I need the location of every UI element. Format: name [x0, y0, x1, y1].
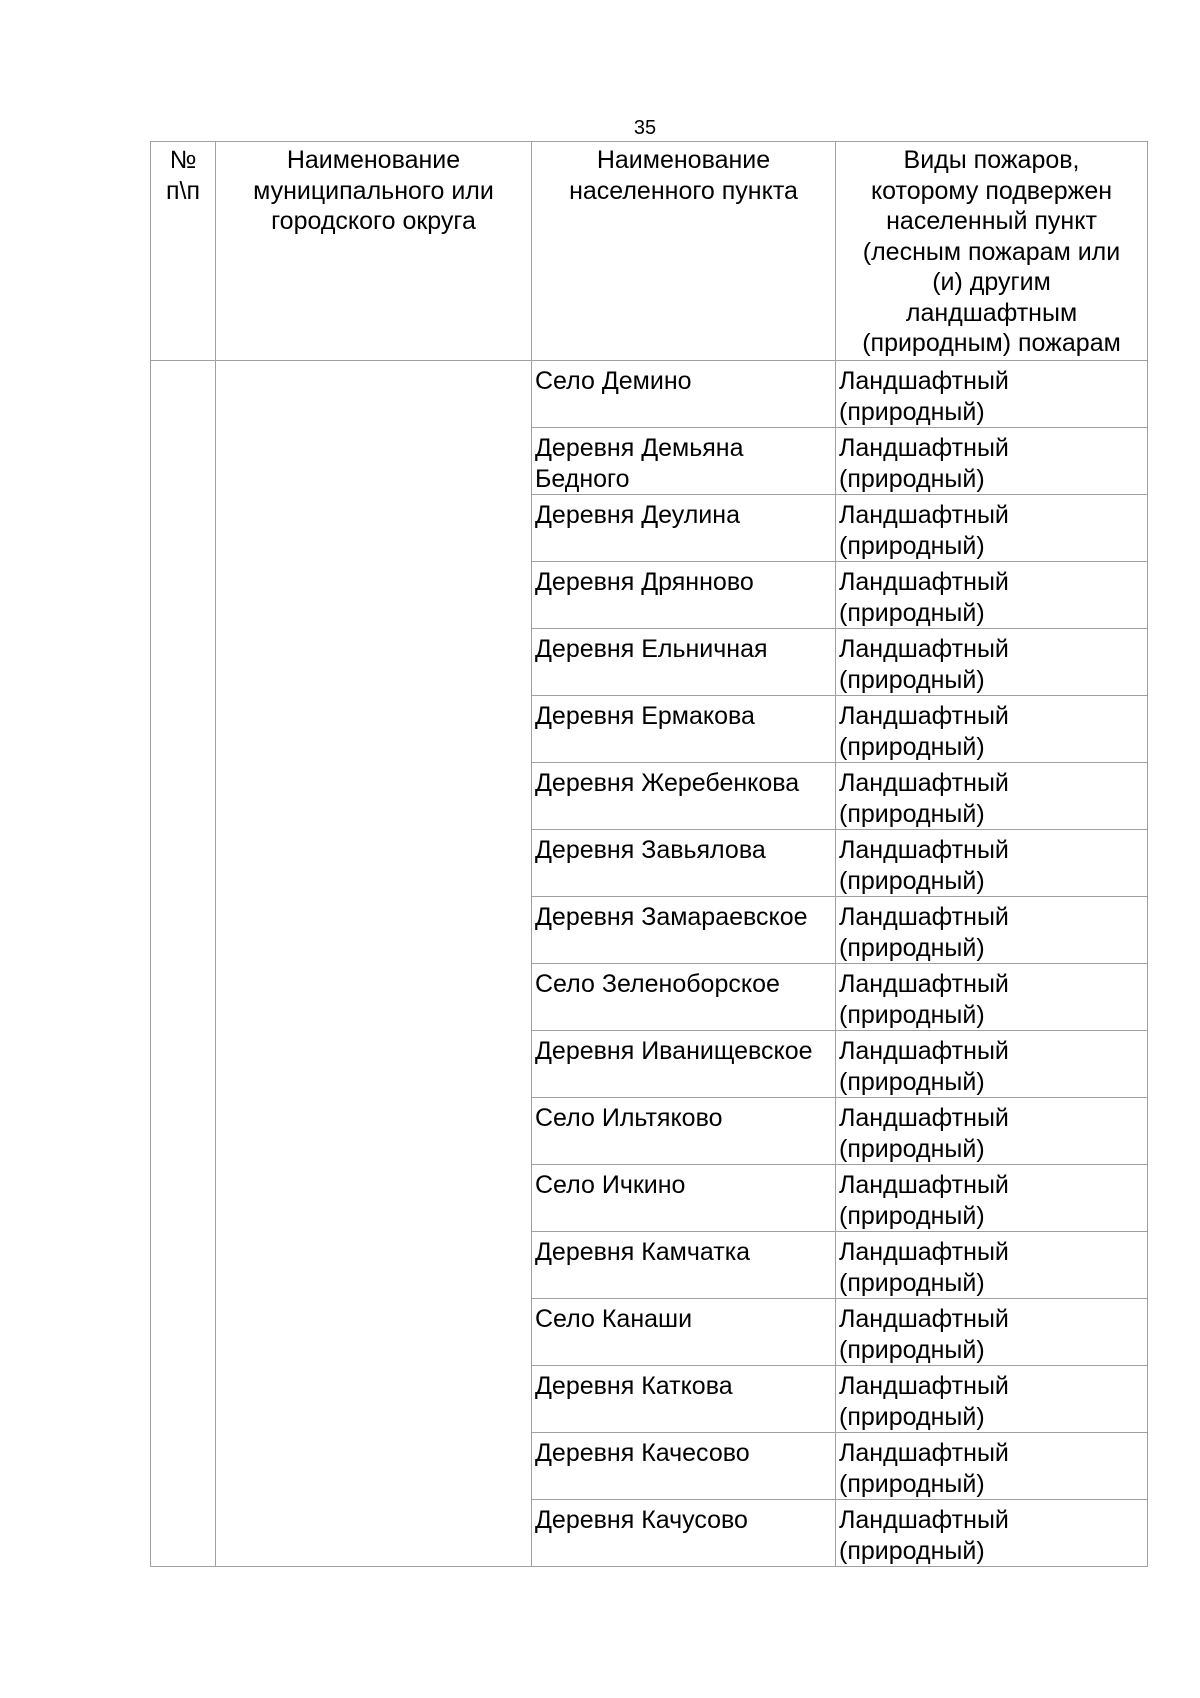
group-number-cell: [151, 361, 216, 1567]
group-municipality-cell: [216, 361, 532, 1567]
fire-type-cell: Ландшафтный (природный): [836, 562, 1148, 629]
settlement-cell: Деревня Демьяна Бедного: [532, 428, 836, 495]
fire-type-cell: Ландшафтный (природный): [836, 1098, 1148, 1165]
fire-type-cell: Ландшафтный (природный): [836, 763, 1148, 830]
settlement-cell: Деревня Завьялова: [532, 830, 836, 897]
fire-type-cell: Ландшафтный (природный): [836, 495, 1148, 562]
fire-type-cell: Ландшафтный (природный): [836, 830, 1148, 897]
settlement-cell: Село Демино: [532, 361, 836, 428]
settlement-cell: Деревня Каткова: [532, 1366, 836, 1433]
settlement-cell: Село Ильтяково: [532, 1098, 836, 1165]
settlement-cell: Село Ичкино: [532, 1165, 836, 1232]
settlement-cell: Село Канаши: [532, 1299, 836, 1366]
header-fire-type: Виды пожаров, которому подвержен населенный пункт (лесным пожарам или (и) другим ландшафтным (природным) пожарам: [836, 142, 1148, 361]
fire-type-cell: Ландшафтный (природный): [836, 1366, 1148, 1433]
fire-type-cell: Ландшафтный (природный): [836, 897, 1148, 964]
table-row: [151, 361, 1148, 428]
fire-type-cell: Ландшафтный (природный): [836, 696, 1148, 763]
fire-type-cell: Ландшафтный (природный): [836, 964, 1148, 1031]
settlement-cell: Село Зеленоборское: [532, 964, 836, 1031]
page-number: 35: [633, 117, 657, 139]
settlement-cell: Деревня Качесово: [532, 1433, 836, 1500]
header-settlement: Наименование населенного пункта: [532, 142, 836, 361]
fire-type-cell: Ландшафтный (природный): [836, 1500, 1148, 1567]
fire-type-cell: Ландшафтный (природный): [836, 1165, 1148, 1232]
settlement-cell: Деревня Замараевское: [532, 897, 836, 964]
settlement-cell: Деревня Жеребенкова: [532, 763, 836, 830]
settlement-cell: Деревня Иванищевское: [532, 1031, 836, 1098]
fire-type-cell: Ландшафтный (природный): [836, 428, 1148, 495]
settlement-cell: Деревня Ельничная: [532, 629, 836, 696]
settlements-fire-table: [150, 141, 1148, 1567]
settlement-cell: Деревня Камчатка: [532, 1232, 836, 1299]
fire-type-cell: Ландшафтный (природный): [836, 629, 1148, 696]
fire-type-cell: Ландшафтный (природный): [836, 361, 1148, 428]
table-header-row: [151, 142, 1148, 361]
header-municipality: Наименование муниципального или городского округа: [216, 142, 532, 361]
table-body: [151, 361, 1148, 1567]
fire-type-cell: Ландшафтный (природный): [836, 1031, 1148, 1098]
settlement-cell: Деревня Дрянново: [532, 562, 836, 629]
fire-type-cell: Ландшафтный (природный): [836, 1299, 1148, 1366]
settlement-cell: Деревня Деулина: [532, 495, 836, 562]
header-number: № п\п: [151, 142, 216, 361]
settlement-cell: Деревня Ермакова: [532, 696, 836, 763]
fire-type-cell: Ландшафтный (природный): [836, 1433, 1148, 1500]
settlement-cell: Деревня Качусово: [532, 1500, 836, 1567]
fire-type-cell: Ландшафтный (природный): [836, 1232, 1148, 1299]
